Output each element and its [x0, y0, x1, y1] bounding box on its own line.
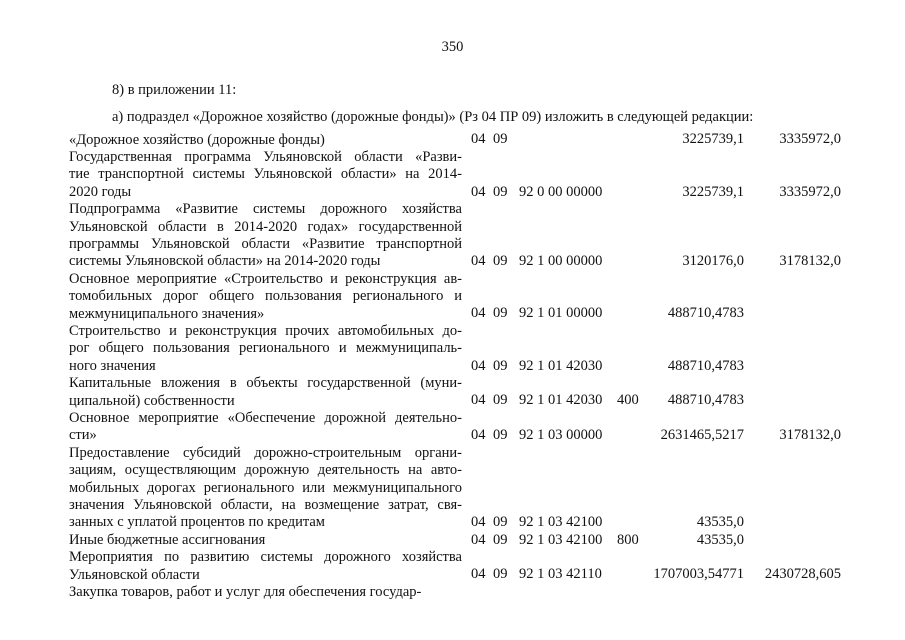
subsection-code: 09 — [493, 305, 508, 322]
row-name-line: 2020 годы — [69, 183, 132, 200]
table-row — [0, 445, 905, 532]
amount-year-1: 43535,0 — [696, 514, 744, 531]
row-name-line: Закупка товаров, работ и услуг для обеспечения государ- — [69, 583, 422, 600]
section-code: 04 — [471, 514, 486, 531]
section-code: 04 — [471, 357, 486, 374]
section-code: 04 — [471, 131, 486, 148]
table-row — [0, 549, 905, 584]
row-name-line: Ульяновской области в 2014-2020 годах» государственной — [69, 218, 462, 235]
row-name-line: Иные бюджетные ассигнования — [69, 531, 266, 548]
table-row — [0, 149, 905, 201]
row-name — [69, 584, 462, 601]
row-name-line: Строительство и реконструкция прочих автомобильных до- — [69, 322, 462, 339]
amount-year-1: 43535,0 — [696, 531, 744, 548]
target-article-code: 92 1 01 42030 — [519, 392, 603, 409]
section-code: 04 — [471, 305, 486, 322]
subsection-code: 09 — [493, 427, 508, 444]
table-row — [0, 271, 905, 323]
amount-year-1: 3225739,1 — [682, 131, 744, 148]
section-code: 04 — [471, 531, 486, 548]
amount-year-1: 488710,4783 — [667, 305, 744, 322]
amount-year-2: 3178132,0 — [779, 427, 841, 444]
row-name-line: зациям, осуществляющим дорожную деятельность на авто- — [69, 462, 462, 479]
row-name-line: рог общего пользования регионального и межмуниципаль- — [69, 340, 462, 357]
amendment-subitem: а) подраздел «Дорожное хозяйство (дорожные фонды)» (Рз 04 ПР 09) изложить в следующей редакции: — [112, 109, 754, 125]
target-article-code: 92 1 03 42110 — [519, 566, 602, 583]
row-name-line: Подпрограмма «Развитие системы дорожного хозяйства — [69, 201, 462, 218]
row-name-line: мобильных дорогах регионального или межмуниципального — [69, 479, 462, 496]
subsection-code: 09 — [493, 131, 508, 148]
row-name — [69, 323, 462, 375]
subsection-code: 09 — [493, 531, 508, 548]
row-name — [69, 149, 462, 201]
amount-year-2: 3178132,0 — [779, 253, 841, 270]
row-name — [69, 375, 462, 410]
target-article-code: 92 1 03 00000 — [519, 427, 603, 444]
amount-year-2: 3335972,0 — [779, 131, 841, 148]
table-row — [0, 410, 905, 445]
row-name — [69, 549, 462, 584]
target-article-code: 92 1 03 42100 — [519, 531, 603, 548]
row-name-line: значения Ульяновской области, на возмещение затрат, свя- — [69, 496, 462, 513]
row-name — [69, 445, 462, 532]
subsection-code: 09 — [493, 253, 508, 270]
row-name-line: ципальной) собственности — [69, 392, 235, 409]
row-name-line: ного значения — [69, 357, 156, 374]
table-row — [0, 375, 905, 410]
amount-year-1: 1707003,54771 — [653, 566, 744, 583]
amount-year-1: 3225739,1 — [682, 183, 744, 200]
row-name-line: Государственная программа Ульяновской области «Разви- — [69, 148, 462, 165]
section-code: 04 — [471, 566, 486, 583]
subsection-code: 09 — [493, 566, 508, 583]
row-name — [69, 532, 462, 549]
row-name-line: тие транспортной системы Ульяновской области» на 2014- — [69, 166, 462, 183]
row-name — [69, 201, 462, 271]
section-code: 04 — [471, 427, 486, 444]
row-name — [69, 132, 462, 149]
row-name-line: томобильных дорог общего пользования регионального и — [69, 288, 462, 305]
table-row — [0, 132, 905, 149]
row-name-line: сти» — [69, 427, 97, 444]
table-row — [0, 201, 905, 271]
expense-type-code: 800 — [617, 531, 639, 548]
row-name — [69, 271, 462, 323]
amount-year-1: 488710,4783 — [667, 392, 744, 409]
amount-year-2: 2430728,605 — [764, 566, 841, 583]
row-name-line: занных с уплатой процентов по кредитам — [69, 514, 325, 531]
row-name-line: Основное мероприятие «Обеспечение дорожной деятельно- — [69, 409, 462, 426]
row-name-line: Ульяновской области — [69, 566, 200, 583]
expense-type-code: 400 — [617, 392, 639, 409]
table-row — [0, 584, 905, 601]
row-name-line: Предоставление субсидий дорожно-строительным органи- — [69, 444, 462, 461]
target-article-code: 92 1 00 00000 — [519, 253, 603, 270]
amount-year-1: 2631465,5217 — [660, 427, 744, 444]
row-name-line: Капитальные вложения в объекты государственной (муни- — [69, 375, 462, 392]
row-name — [69, 410, 462, 445]
section-code: 04 — [471, 183, 486, 200]
table-row — [0, 532, 905, 549]
target-article-code: 92 1 01 00000 — [519, 305, 603, 322]
subsection-code: 09 — [493, 514, 508, 531]
target-article-code: 92 0 00 00000 — [519, 183, 603, 200]
row-name-line: системы Ульяновской области» на 2014-2020 годы — [69, 253, 381, 270]
row-name-line: межмуниципального значения» — [69, 305, 265, 322]
section-code: 04 — [471, 253, 486, 270]
subsection-code: 09 — [493, 392, 508, 409]
row-name-line: программы Ульяновской области «Развитие транспортной — [69, 235, 462, 252]
row-name-line: Основное мероприятие «Строительство и реконструкция ав- — [69, 270, 462, 287]
amount-year-1: 3120176,0 — [682, 253, 744, 270]
subsection-code: 09 — [493, 357, 508, 374]
subsection-code: 09 — [493, 183, 508, 200]
amount-year-2: 3335972,0 — [779, 183, 841, 200]
target-article-code: 92 1 03 42100 — [519, 514, 603, 531]
target-article-code: 92 1 01 42030 — [519, 357, 603, 374]
page-number: 350 — [441, 39, 464, 55]
table-row — [0, 323, 905, 375]
amount-year-1: 488710,4783 — [667, 357, 744, 374]
row-name-line: «Дорожное хозяйство (дорожные фонды) — [69, 131, 325, 148]
section-code: 04 — [471, 392, 486, 409]
amendment-item: 8) в приложении 11: — [112, 82, 237, 98]
row-name-line: Мероприятия по развитию системы дорожного хозяйства — [69, 549, 462, 566]
